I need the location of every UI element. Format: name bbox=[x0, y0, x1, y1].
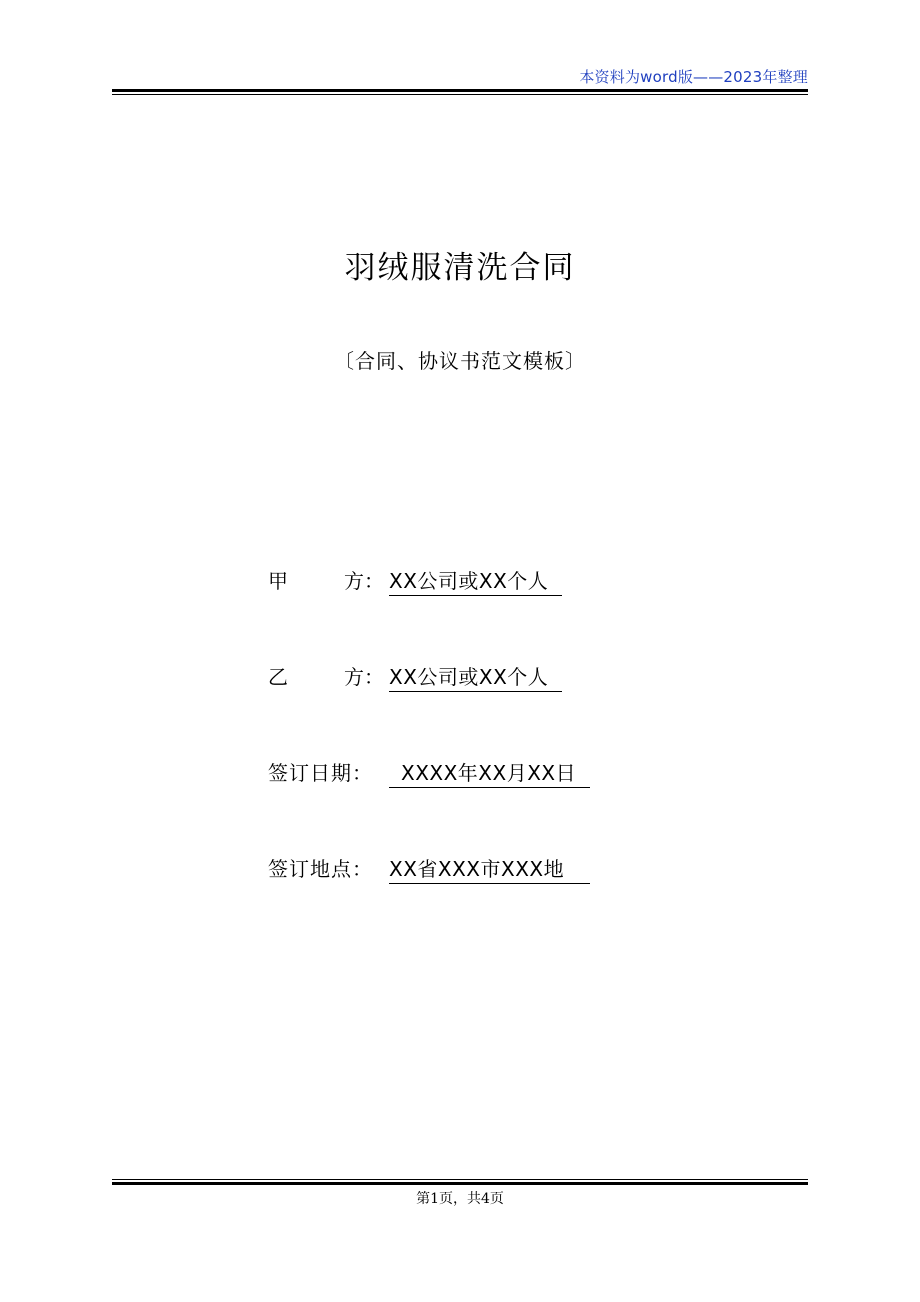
party-b-label-first: 乙 bbox=[268, 665, 288, 689]
sign-place-label: 签订地点： bbox=[268, 857, 373, 881]
document-subtitle: 〔合同、协议书范文模板〕 bbox=[334, 349, 586, 373]
sign-date-label: 签订日期： bbox=[268, 761, 373, 785]
document-title: 羽绒服清洗合同 bbox=[344, 250, 576, 286]
party-b-label-second: 方： bbox=[344, 665, 384, 689]
party-a-value: XX公司或XX个人 bbox=[389, 565, 562, 596]
footer-rule-thick bbox=[112, 1182, 808, 1185]
header-rule-thick bbox=[112, 89, 808, 92]
footer-rule-thin bbox=[112, 1179, 808, 1180]
sign-place-value: XX省XXX市XXX地 bbox=[389, 853, 590, 884]
page-number: 第1页，共4页 bbox=[416, 1191, 504, 1207]
header-note: 本资料为word版——2023年整理 bbox=[579, 68, 808, 86]
sign-date-value: XXXX年XX月XX日 bbox=[389, 757, 590, 788]
party-b-value: XX公司或XX个人 bbox=[389, 661, 562, 692]
header-rule-thin bbox=[112, 94, 808, 95]
party-a-label-second: 方： bbox=[344, 569, 384, 593]
party-a-label-first: 甲 bbox=[268, 569, 288, 593]
